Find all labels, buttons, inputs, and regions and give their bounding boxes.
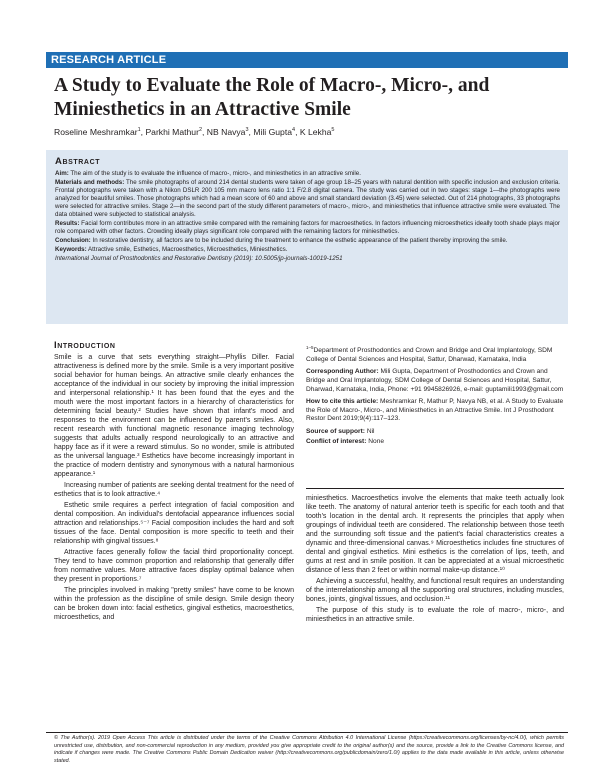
author: Roseline Meshramkar xyxy=(54,126,138,137)
body-column-left xyxy=(54,353,294,624)
info-text: None xyxy=(366,437,385,445)
affiliation xyxy=(306,344,564,364)
article-type-banner: RESEARCH ARTICLE xyxy=(46,52,568,68)
info-divider xyxy=(306,488,564,489)
author-affiliation-sup: 1 xyxy=(137,127,141,133)
abstract-heading: Abstract xyxy=(55,156,101,167)
body-paragraph: The purpose of this study is to evaluate the role of macro-, micro-, and miniesthetics in an attractive smile. xyxy=(306,607,564,623)
article-info-block xyxy=(306,344,564,450)
affiliation-text: Department of Prosthodontics and Crown and Bridge and Oral Implantology, SDM College of Dental Sciences and Hospital, Sattur, Dharwad, Karnataka, India xyxy=(306,347,553,363)
article-title: A Study to Evaluate the Role of Macro-, Micro-, and Miniesthetics in an Attractive Smile xyxy=(54,75,490,120)
body-paragraph: Achieving a successful, healthy, and functional result requires an understanding of the interrelationship among all the supporting oral structures, including muscles, bones, joints, gingival tissues, and occlusion.¹¹ xyxy=(306,578,564,603)
footer-divider xyxy=(46,732,568,733)
info-text: Mili Gupta, Department of Prosthodontics and Crown and Bridge and Oral Implantology, SDM College of Dental Sciences and Hospital, Sattur, Dharwad, Karnataka, India, Phone: +91 9945826926, e-mail: guptamili1993@gmail.com xyxy=(306,368,564,393)
info-label: Corresponding Author: xyxy=(306,368,379,376)
author-list: Roseline Meshramkar$^1$, Parkhi Mathur$^2$, NB Navya$^3$, Mili Gupta$^4$, K Lekha$^5$ xyxy=(54,126,335,137)
info-text: Meshramkar R, Mathur P, Navya NB, et al. A Study to Evaluate the Role of Macro-, Micro-, and Miniesthetics in an Attractive Smile. Int J Prosthodont Restor Dent 2019;9(4):117–123. xyxy=(306,398,564,423)
journal-citation-doi: International Journal of Prosthodontics and Restorative Dentistry (2019): 10.5005/jp-journals-10019-1251 xyxy=(55,255,343,262)
body-paragraph: Smile is a curve that sets everything straight—Phyllis Diller. Facial attractiveness is defined more by the smile. Smile is a very important positive social behavior for human beings. An attractive smile clearly enhances the acceptance of the individual in our society by improving the initial impression and interpersonal relationship.¹ It has been found that the eyes and the mouth were the most important factors in a hierarchy of characteristics for determining facial beauty.² Studies have shown that infant's mood and responses to the environment can be influenced by parent's smiles. Also, recent research with functional magnetic resonance imaging technology suggests that adults actually respond neurologically to an attractive and happy face as if it were a reward stimulus. So no wonder, smile is attributed as the universal language.³ Esthetics have become increasingly important in the practice of modern dentistry and synonymous with a natural harmonious appearance.¹ xyxy=(54,354,294,478)
info-text: Nil xyxy=(364,427,375,435)
abstract-keywords xyxy=(55,246,560,254)
abstract-text: The smile photographs of around 214 dental students were taken of age group 18–25 years with natural dentition with specific inclusion and exclusion criteria. Frontal photographs were taken with a Nikon DSLR 200 105 mm macro lens ratio 1:1 F/2.8 digital camera. The study was carried out in two stages: stage 1—the photographs were analyzed for beautiful smiles. Those photographs which had a mean score of 60 and above and small standard deviation (3.45) were selected. Out of 214 photographs, 33 photographs were selected for attractive smiles. Stage 2—in the second part of the study different parameters of macro-, micro-, and miniesthetics that influence attractive smile were evaluated. The data obtained were subjected to statistical analysis. xyxy=(55,179,560,218)
info-label: Source of support: xyxy=(306,427,365,435)
how-to-cite xyxy=(306,398,564,424)
source-of-support xyxy=(306,428,564,437)
abstract-box xyxy=(46,150,568,324)
conflict-of-interest xyxy=(306,438,564,447)
info-label: How to cite this article: xyxy=(306,398,379,406)
abstract-text: Facial form contributes more in an attractive smile compared with the remaining factors for macroesthetics. In factors influencing microesthetics ideally tooth shade plays major role compared with other factors. Crowding ideally plays significant role compared with the remaining factors for miniesthetics. xyxy=(55,220,560,235)
author-affiliation-sup: 3 xyxy=(245,127,249,133)
author: Mili Gupta xyxy=(253,126,292,137)
abstract-label: Keywords: xyxy=(55,246,87,253)
abstract-text: The aim of the study is to evaluate the influence of macro-, micro-, and miniesthetics in an attractive smile. xyxy=(68,170,361,177)
body-paragraph: The principles involved in making "pretty smiles" have come to be known within the profession as the discipline of smile design. Smile design theory can be broken down into: facial esthetics, gingival esthetics, macroesthetics, microesthetics, and xyxy=(54,587,294,621)
abstract-aim xyxy=(55,170,560,178)
abstract-label: Results: xyxy=(55,220,80,227)
body-paragraph: Esthetic smile requires a perfect integration of facial composition and dental composition. An individual's dentofacial appearance influences social attraction and relationships.⁵⁻⁷ Facial composition includes the hard and soft tissues of the face. Dental composition is more specific to teeth and their relationship with gingival tissues.⁸ xyxy=(54,502,294,545)
abstract-text: Attractive smile, Esthetics, Macroesthetics, Microesthetics, Miniesthetics. xyxy=(86,246,288,253)
author-affiliation-sup: 4 xyxy=(292,127,296,133)
author-affiliation-sup: 5 xyxy=(331,127,335,133)
info-label: Conflict of interest: xyxy=(306,437,367,445)
author-affiliation-sup: 2 xyxy=(198,127,202,133)
body-paragraph: Increasing number of patients are seeking dental treatment for the need of esthetics that is to look attractive.⁴ xyxy=(54,482,294,498)
abstract-label: Materials and methods: xyxy=(55,179,125,186)
abstract-methods xyxy=(55,179,560,219)
abstract-conclusion xyxy=(55,237,560,245)
introduction-heading: Introduction xyxy=(54,340,116,351)
body-paragraph: Attractive faces generally follow the facial third proportionality concept. They tend to have common proportion and relationship that generally differ from normative values. More attractive faces display optimal balance when they present in proportions.⁷ xyxy=(54,549,294,583)
affiliation-sup: 1–5 xyxy=(306,345,314,350)
corresponding-author xyxy=(306,368,564,394)
abstract-results xyxy=(55,220,560,236)
abstract-text: In restorative dentistry, all factors are to be included during the treatment to enhance the esthetic appearance of the patient thereby improving the smile. xyxy=(90,237,508,244)
author: K Lekha xyxy=(299,126,332,137)
author: NB Navya xyxy=(206,126,246,137)
body-paragraph: miniesthetics. Macroesthetics involve the elements that make teeth actually look like teeth. The anatomy of natural anterior teeth is specific for each tooth and that tooth's location in the dental arch. It represents the principles that apply when groupings of individual teeth are considered. The relationship between those teeth and the surrounding soft tissue and the patient's facial characteristics creates a dynamic and three-dimensional canvas.⁹ Microesthetics includes fine structures of dental and gingival esthetics. Mini esthetics is the correlation of lips, teeth, and gums at rest and in smile position. It can be appreciated at a visual microesthetic distance of less than 2 feet or within normal make-up distance.¹⁰ xyxy=(306,495,564,574)
abstract-label: Conclusion: xyxy=(55,237,91,244)
abstract-label: Aim: xyxy=(55,170,69,177)
body-column-right xyxy=(306,494,564,626)
license-footer: © The Author(s). 2019 Open Access This article is distributed under the terms of the Creative Commons Attribution 4.0 International License (https://creativecommons.org/licenses/by-nc/4.0/), which permits unrestricted use, distribution, and non-commercial reproduction in any medium, provided you give appropriate credit to the original author(s) and the source, provide a link to the Creative Commons license, and indicate if changes were made. The Creative Commons Public Domain Dedication waiver (http://creativecommons.org/publicdomain/zero/1.0/) applies to the data made available in this article, unless otherwise stated. xyxy=(54,735,564,764)
author: Parkhi Mathur xyxy=(145,126,199,137)
